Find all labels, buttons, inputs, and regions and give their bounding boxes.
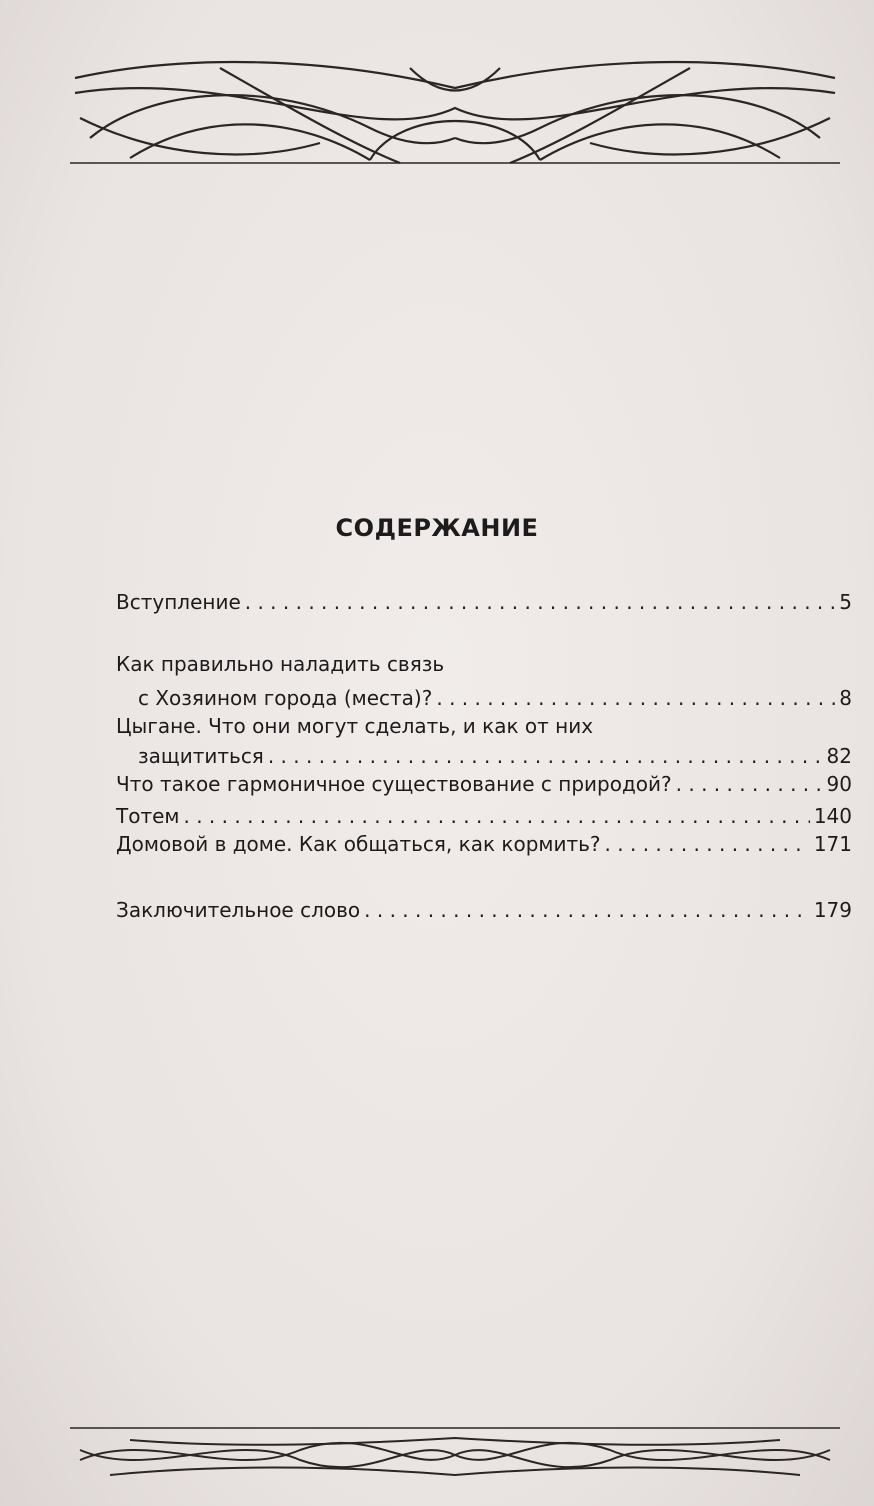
leader-dots [184, 802, 810, 830]
toc-entry [116, 896, 852, 924]
leader-dots [436, 684, 835, 712]
toc-entry-page: 5 [839, 590, 852, 614]
toc-entry-page: 140 [813, 804, 852, 828]
toc-entry-page: 171 [813, 832, 852, 856]
top-ornament [70, 48, 840, 168]
toc-entry-title-line2: защититься [138, 744, 264, 768]
toc-entry-title: Что такое гармоничное существование с природой? [116, 772, 672, 796]
leader-dots [605, 830, 810, 858]
leader-dots [364, 896, 810, 924]
toc-entry [116, 802, 852, 830]
leader-dots [245, 588, 836, 616]
toc-entry [116, 830, 852, 858]
toc-entry-title-line1: Цыгане. Что они могут сделать, и как от них [116, 714, 594, 738]
toc-entry-page: 8 [839, 686, 852, 710]
toc-entry-page: 90 [826, 772, 852, 796]
toc-entry-title: Тотем [116, 804, 180, 828]
bottom-ornament [70, 1420, 840, 1490]
page-title: СОДЕРЖАНИЕ [335, 514, 539, 542]
toc-entry-title-line1: Как правильно наладить связь [116, 652, 445, 676]
leader-dots [268, 742, 823, 770]
toc-entry [116, 588, 852, 616]
toc-entry [116, 770, 852, 798]
toc-entry-title: Вступление [116, 590, 241, 614]
toc-entry-title-line2: с Хозяином города (места)? [138, 686, 433, 710]
toc-entry-page: 82 [826, 744, 852, 768]
toc-entry-title: Заключительное слово [116, 898, 361, 922]
toc-entry [116, 650, 852, 712]
toc-entry-page: 179 [813, 898, 852, 922]
toc-entry-title: Домовой в доме. Как общаться, как кормить? [116, 832, 601, 856]
toc-entry [116, 712, 852, 770]
leader-dots [676, 770, 823, 798]
